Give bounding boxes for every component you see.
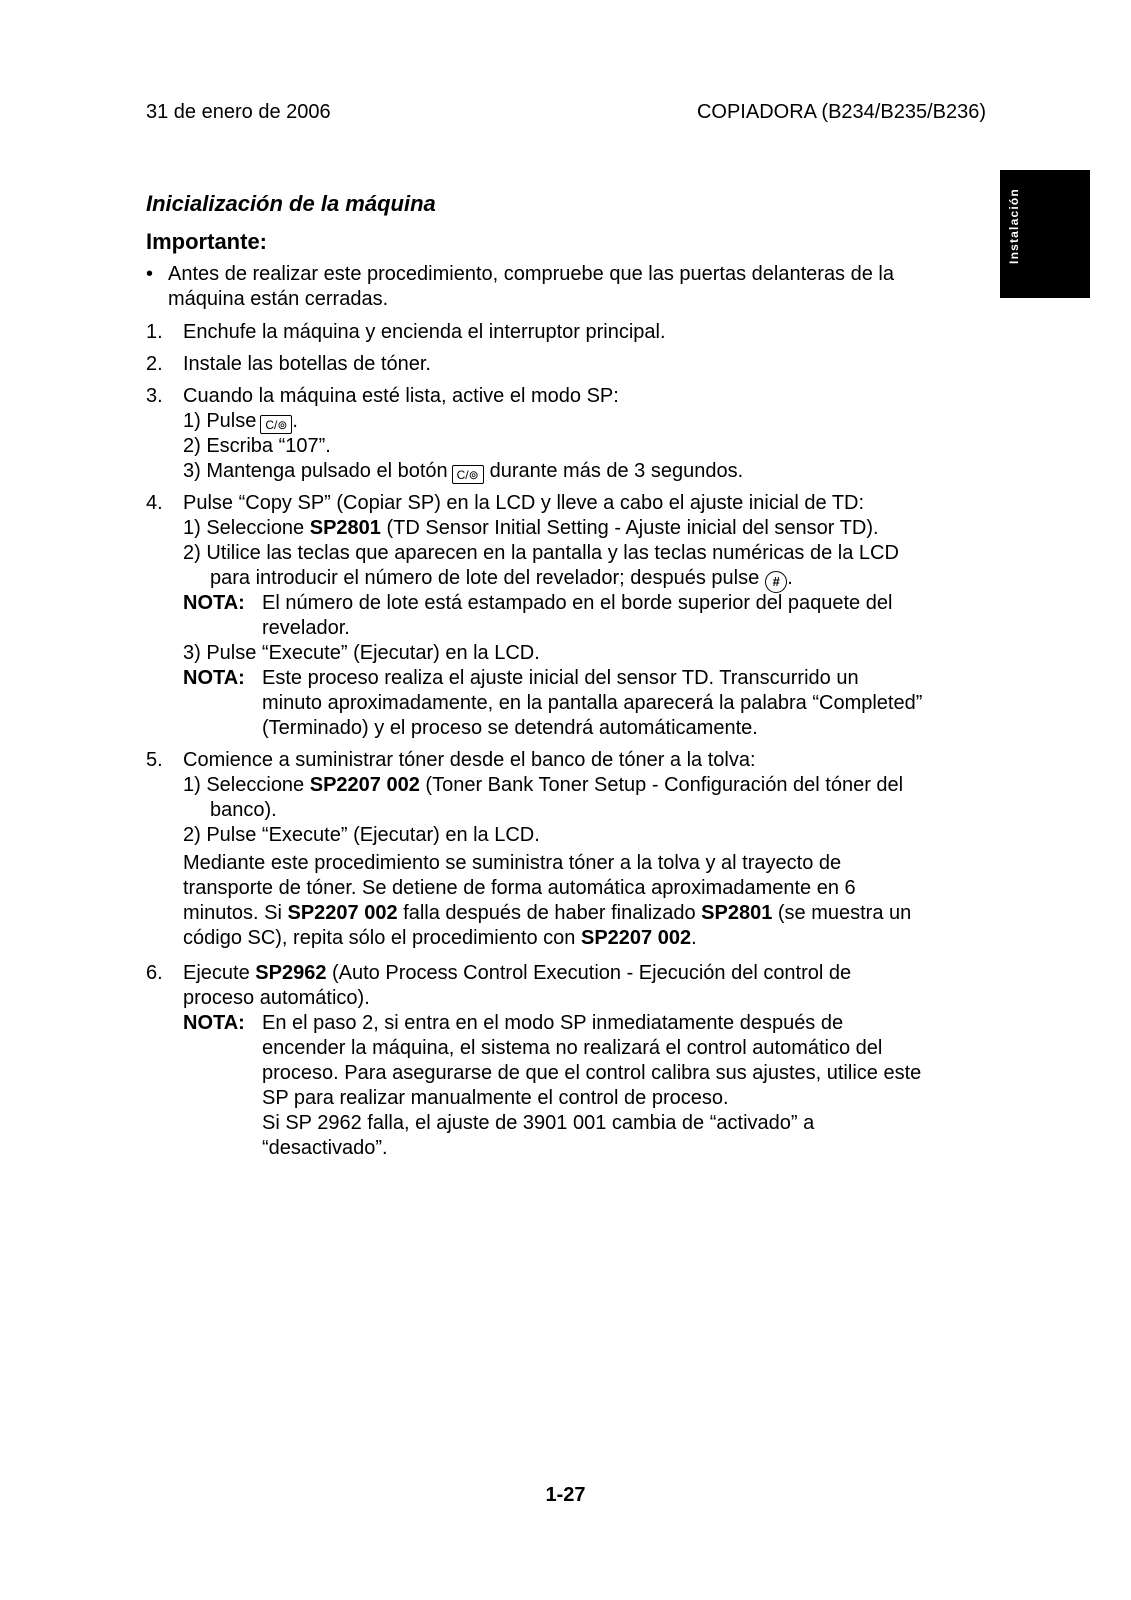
step-5-number: 5. — [146, 749, 163, 771]
step-5-para-line-3-code-1: SP2207 002 — [287, 902, 398, 924]
side-tab-label: Instalación — [1007, 188, 1021, 264]
step-4-sub-2-line-2 — [210, 566, 793, 593]
step-6-note-line-2: encender la máquina, el sistema no realizará el control automático del — [262, 1037, 883, 1059]
step-4-sub-1-text-a: 1) Seleccione — [183, 517, 310, 539]
step-5-sub-1-line-2: banco). — [210, 799, 277, 821]
step-6-note-line-5: Si SP 2962 falla, el ajuste de 3901 001 cambia de “activado” a — [262, 1112, 815, 1134]
step-4-note-1-line-1: El número de lote está estampado en el borde superior del paquete del — [262, 592, 893, 614]
clear-stop-key-icon: C/⊚ — [260, 415, 292, 434]
step-4-sub-2-line-2-text: para introducir el número de lote del revelador; después pulse — [210, 567, 760, 589]
step-5-para-line-3-e: (se muestra un — [772, 902, 912, 924]
hash-key-icon: # — [765, 571, 787, 593]
step-1-text: Enchufe la máquina y encienda el interruptor principal. — [183, 321, 666, 343]
step-5-para-line-3-code-2: SP2801 — [701, 902, 773, 924]
step-5-para-line-3-a: minutos. Si — [183, 902, 288, 924]
step-2-number: 2. — [146, 353, 163, 375]
step-5-para-line-4 — [183, 926, 697, 950]
step-3-sub-3 — [183, 459, 743, 484]
header-title: COPIADORA (B234/B235/B236) — [696, 101, 986, 123]
step-5-para-line-4-a: código SC), repita sólo el procedimiento con — [183, 927, 581, 949]
step-3-sub-2: 2) Escriba “107”. — [183, 435, 331, 457]
step-4-note-1-line-2: revelador. — [262, 617, 350, 639]
step-5-text: Comience a suministrar tóner desde el banco de tóner a la tolva: — [183, 749, 756, 771]
step-5-sub-1-code: SP2207 002 — [309, 774, 420, 796]
step-6-number: 6. — [146, 962, 163, 984]
step-5-sub-1-text-c: (Toner Bank Toner Setup - Configuración del tóner del — [419, 774, 904, 796]
step-5-sub-1-text-a: 1) Seleccione — [183, 774, 310, 796]
step-5-para-line-1: Mediante este procedimiento se suministra tóner a la tolva y al trayecto de — [183, 852, 842, 874]
step-4-sub-2-line-2-end: . — [787, 567, 793, 589]
step-4-sub-1-text-c: (TD Sensor Initial Setting - Ajuste inicial del sensor TD). — [380, 517, 879, 539]
step-4-text: Pulse “Copy SP” (Copiar SP) en la LCD y lleve a cabo el ajuste inicial de TD: — [183, 492, 865, 514]
note-label: NOTA: — [183, 592, 245, 614]
bullet-text-2: máquina están cerradas. — [168, 288, 389, 310]
step-4-sub-3: 3) Pulse “Execute” (Ejecutar) en la LCD. — [183, 642, 540, 664]
step-1-number: 1. — [146, 321, 163, 343]
header-date: 31 de enero de 2006 — [146, 101, 331, 123]
step-3-sub-3-text-b: durante más de 3 segundos. — [489, 460, 744, 482]
clear-stop-key-icon: C/⊚ — [452, 465, 484, 484]
step-5-para-line-2: transporte de tóner. Se detiene de forma automática aproximadamente en 6 — [183, 877, 856, 899]
step-4-sub-2-line-1: 2) Utilice las teclas que aparecen en la pantalla y las teclas numéricas de la LCD — [183, 542, 899, 564]
step-6-note-line-3: proceso. Para asegurarse de que el control calibra sus ajustes, utilice este — [262, 1062, 922, 1084]
step-5-sub-1 — [183, 773, 903, 797]
step-4-note-2-line-3: (Terminado) y el proceso se detendrá automáticamente. — [262, 717, 758, 739]
step-6-note-line-4: SP para realizar manualmente el control de proceso. — [262, 1087, 729, 1109]
step-6-code: SP2962 — [255, 962, 327, 984]
step-6-text — [183, 961, 851, 985]
step-3-sub-3-text-a: 3) Mantenga pulsado el botón — [183, 460, 448, 482]
step-3-sub-1 — [183, 409, 298, 434]
step-3-number: 3. — [146, 385, 163, 407]
step-5-sub-2: 2) Pulse “Execute” (Ejecutar) en la LCD. — [183, 824, 540, 846]
step-3-text: Cuando la máquina esté lista, active el modo SP: — [183, 385, 619, 407]
step-6-text-c: (Auto Process Control Execution - Ejecución del control de — [326, 962, 852, 984]
step-6-note-line-1: En el paso 2, si entra en el modo SP inmediatamente después de — [262, 1012, 844, 1034]
step-5-para-line-3 — [183, 901, 911, 925]
bullet-dot: • — [146, 263, 154, 285]
step-6-text-line-2: proceso automático). — [183, 987, 370, 1009]
step-5-para-line-4-code: SP2207 002 — [581, 927, 692, 949]
step-4-note-2-line-2: minuto aproximadamente, en la pantalla aparecerá la palabra “Completed” — [262, 692, 923, 714]
bullet-text-1: Antes de realizar este procedimiento, compruebe que las puertas delanteras de la — [168, 263, 894, 285]
note-label: NOTA: — [183, 667, 245, 689]
important-label: Importante: — [146, 229, 267, 254]
step-2-text: Instale las botellas de tóner. — [183, 353, 431, 375]
step-5-para-line-3-c: falla después de haber finalizado — [397, 902, 702, 924]
step-4-number: 4. — [146, 492, 163, 514]
step-3-sub-1-text: 1) Pulse — [183, 410, 257, 432]
step-5-para-line-4-c: . — [691, 927, 697, 949]
step-6-note-line-6: “desactivado”. — [262, 1137, 388, 1159]
step-4-sub-1-code: SP2801 — [309, 517, 381, 539]
step-4-sub-1 — [183, 516, 879, 540]
section-title: Inicialización de la máquina — [146, 191, 436, 216]
step-6-text-a: Ejecute — [183, 962, 256, 984]
page-number: 1-27 — [545, 1484, 586, 1506]
step-3-sub-1-end: . — [292, 410, 298, 432]
step-4-note-2-line-1: Este proceso realiza el ajuste inicial del sensor TD. Transcurrido un — [262, 667, 859, 689]
note-label: NOTA: — [183, 1012, 245, 1034]
